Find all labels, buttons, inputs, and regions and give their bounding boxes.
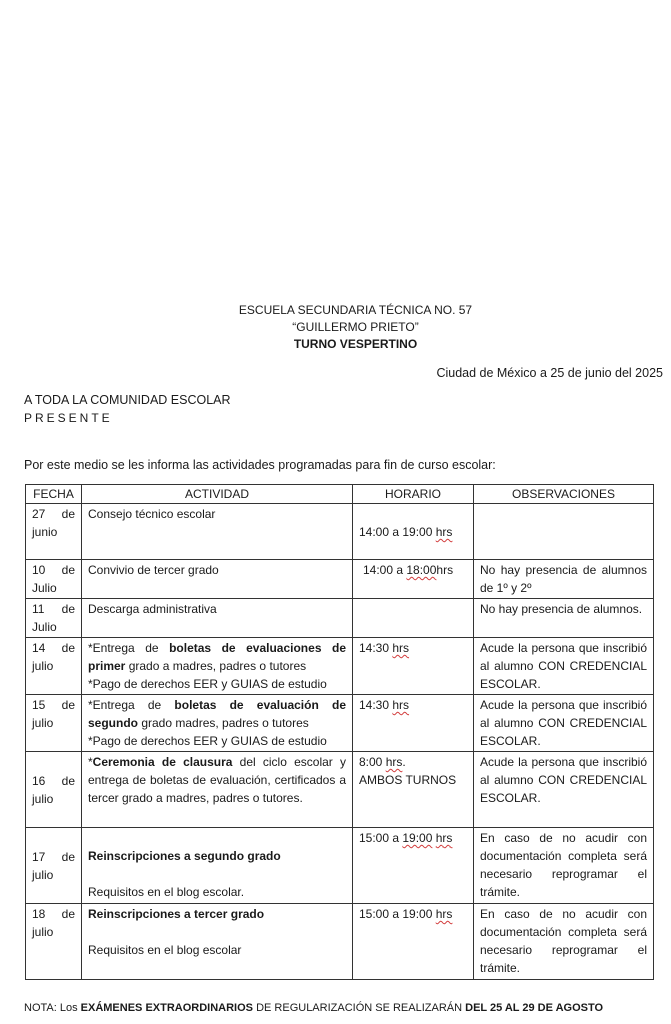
schedule-unit: hrs — [436, 563, 454, 577]
row-schedule — [353, 560, 474, 599]
row-schedule — [353, 904, 474, 980]
note-dates: DEL 25 AL 29 DE AGOSTO — [465, 1002, 604, 1014]
row-date: 16 de julio — [26, 752, 82, 828]
note-emphasis: EXÁMENES EXTRAORDINARIOS — [80, 1002, 254, 1014]
activity-title: Reinscripciones a segundo grado — [88, 849, 281, 863]
activity-text: * — [88, 755, 93, 769]
row-notes: En caso de no acudir con documentación completa será necesario reprogramar el trámite. — [474, 828, 654, 904]
header-date: FECHA — [26, 485, 82, 504]
row-activity — [82, 828, 353, 904]
row-notes: Acude la persona que inscribió al alumno CON CREDENCIAL ESCOLAR. — [474, 695, 654, 752]
row-activity: Convivio de tercer grado — [82, 560, 353, 599]
schedule-shift: AMBOS TURNOS — [359, 773, 457, 787]
note-text: DE REGULARIZACIÓN SE REALIZARÁN — [253, 1002, 466, 1014]
schedule-text: 15:00 a 19:00 — [359, 907, 436, 921]
footer-note — [24, 1002, 603, 1014]
row-activity — [82, 904, 353, 980]
row-notes: Acude la persona que inscribió al alumno CON CREDENCIAL ESCOLAR. — [474, 752, 654, 828]
schedule-unit: hrs — [435, 907, 453, 921]
schedule-text: 14:30 — [359, 698, 393, 712]
row-activity — [82, 695, 353, 752]
note-text: NOTA: Los — [24, 1002, 81, 1014]
row-schedule — [353, 828, 474, 904]
row-date: 15 de julio — [26, 695, 82, 752]
activity-requirements: Requisitos en el blog escolar. — [88, 885, 245, 899]
row-notes — [474, 504, 654, 560]
school-name: ESCUELA SECUNDARIA TÉCNICA NO. 57 — [238, 303, 473, 317]
activity-text: *Pago de derechos EER y GUIAS de estudio — [88, 734, 327, 748]
row-schedule — [353, 504, 474, 560]
schedule-unit: hrs — [385, 755, 403, 769]
row-schedule — [353, 599, 474, 638]
row-schedule — [353, 638, 474, 695]
row-date: 11 de Julio — [26, 599, 82, 638]
activity-text: grado a madres, padres o tutores — [125, 659, 307, 673]
table-row — [26, 504, 654, 560]
row-notes: No hay presencia de alumnos. — [474, 599, 654, 638]
activity-emphasis: boletas de evaluaciones de primer — [88, 641, 346, 673]
row-date: 14 de julio — [26, 638, 82, 695]
header-activity: ACTIVIDAD — [82, 485, 353, 504]
table-row — [26, 695, 654, 752]
row-activity: Consejo técnico escolar — [82, 504, 353, 560]
table-row — [26, 752, 654, 828]
row-date: 18 de julio — [26, 904, 82, 980]
row-date: 17 de julio — [26, 828, 82, 904]
table-row — [26, 904, 654, 980]
school-shift: TURNO VESPERTINO — [293, 337, 418, 351]
presente-line: PRESENTE — [24, 411, 113, 425]
row-date: 10 de Julio — [26, 560, 82, 599]
schedule-time: 18:00 — [406, 563, 437, 577]
activity-text: *Entrega de — [88, 698, 175, 712]
table-row — [26, 599, 654, 638]
table-row — [26, 638, 654, 695]
schedule-text: . — [402, 755, 406, 769]
schedule-unit: hrs — [435, 831, 453, 845]
activity-title: Reinscripciones a tercer grado — [88, 907, 265, 921]
activity-requirements: Requisitos en el blog escolar — [88, 943, 242, 957]
addressee: A TODA LA COMUNIDAD ESCOLAR — [24, 393, 231, 407]
header-notes: OBSERVACIONES — [474, 485, 654, 504]
schedule-unit: hrs — [392, 698, 410, 712]
activity-emphasis: boletas de evaluación de segundo — [88, 698, 346, 730]
row-activity — [82, 638, 353, 695]
schedule-time: 19:00 — [402, 831, 433, 845]
row-notes: Acude la persona que inscribió al alumno CON CREDENCIAL ESCOLAR. — [474, 638, 654, 695]
table-header-row — [26, 485, 654, 504]
place-and-date: Ciudad de México a 25 de junio del 2025 — [436, 366, 663, 380]
row-notes: En caso de no acudir con documentación completa será necesario reprogramar el trámite. — [474, 904, 654, 980]
school-honoree: “GUILLERMO PRIETO” — [292, 320, 419, 334]
row-activity: Descarga administrativa — [82, 599, 353, 638]
row-date: 27 de junio — [26, 504, 82, 560]
intro-paragraph: Por este medio se les informa las actividades programadas para fin de curso escolar: — [24, 458, 496, 472]
activity-text: del ciclo escolar y entrega de boletas de evaluación, certificados a tercer grado a madres, padres o tutores. — [88, 755, 346, 805]
row-activity — [82, 752, 353, 828]
row-schedule — [353, 752, 474, 828]
activity-text: grado madres, padres o tutores — [138, 716, 309, 730]
schedule-unit: hrs — [392, 641, 410, 655]
table-row — [26, 828, 654, 904]
table-row — [26, 560, 654, 599]
activity-text: *Entrega de — [88, 641, 170, 655]
schedule-text: 8:00 — [359, 755, 386, 769]
schedule-text: 14:00 a 19:00 — [359, 525, 436, 539]
schedule-unit: hrs — [435, 525, 453, 539]
activity-text: *Pago de derechos EER y GUIAS de estudio — [88, 677, 327, 691]
header-schedule: HORARIO — [353, 485, 474, 504]
schedule-text: 14:00 a — [363, 563, 407, 577]
schedule-text: 15:00 a — [359, 831, 403, 845]
row-notes: No hay presencia de alumnos de 1º y 2º — [474, 560, 654, 599]
schedule-text: 14:30 — [359, 641, 393, 655]
row-schedule — [353, 695, 474, 752]
activity-emphasis: Ceremonia de clausura — [92, 755, 233, 769]
activities-table — [25, 484, 654, 980]
